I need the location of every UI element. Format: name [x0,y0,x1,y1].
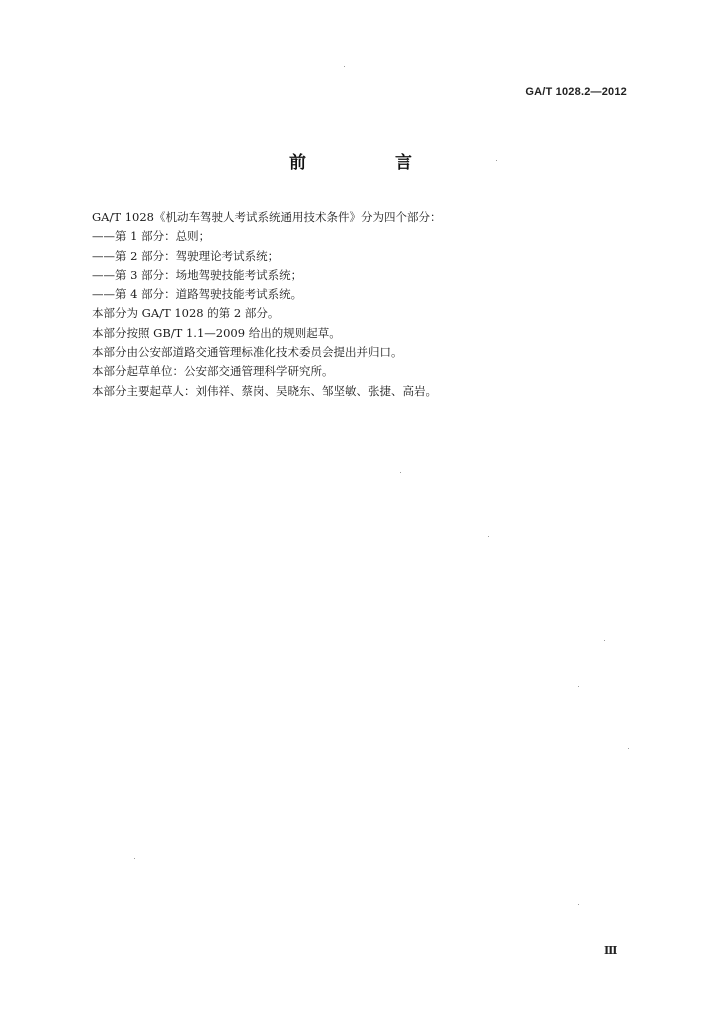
page-number: Ⅲ [604,944,618,957]
scan-speck [134,858,135,859]
foreword-line: 本部分起草单位：公安部交通管理科学研究所。 [92,364,334,379]
foreword-line: ——第 4 部分：道路驾驶技能考试系统。 [92,287,303,302]
foreword-line: ——第 2 部分：驾驶理论考试系统； [92,248,280,263]
scan-speck [578,904,579,905]
scan-speck [578,686,579,687]
page-title: 前 言 [289,153,448,173]
scan-speck [488,536,489,537]
scan-speck [604,640,605,641]
scan-speck [400,472,401,473]
foreword-line: ——第 1 部分：总则； [92,229,211,244]
foreword-line: GA/T 1028《机动车驾驶人考试系统通用技术条件》分为四个部分： [92,210,442,224]
foreword-line: 本部分由公安部道路交通管理标准化技术委员会提出并归口。 [92,345,403,360]
foreword-line: 本部分主要起草人：刘伟祥、蔡岗、吴晓东、邹坚敏、张捷、高岩。 [92,383,437,398]
foreword-body [92,208,632,401]
standard-code: GA/T 1028.2—2012 [525,86,627,98]
foreword-line: ——第 3 部分：场地驾驶技能考试系统； [92,267,303,282]
scan-speck [628,748,629,749]
scan-speck [496,160,497,161]
foreword-line: 本部分按照 GB/T 1.1—2009 给出的规则起草。 [92,325,341,340]
foreword-line: 本部分为 GA/T 1028 的第 2 部分。 [92,306,280,321]
scan-speck [344,66,345,67]
